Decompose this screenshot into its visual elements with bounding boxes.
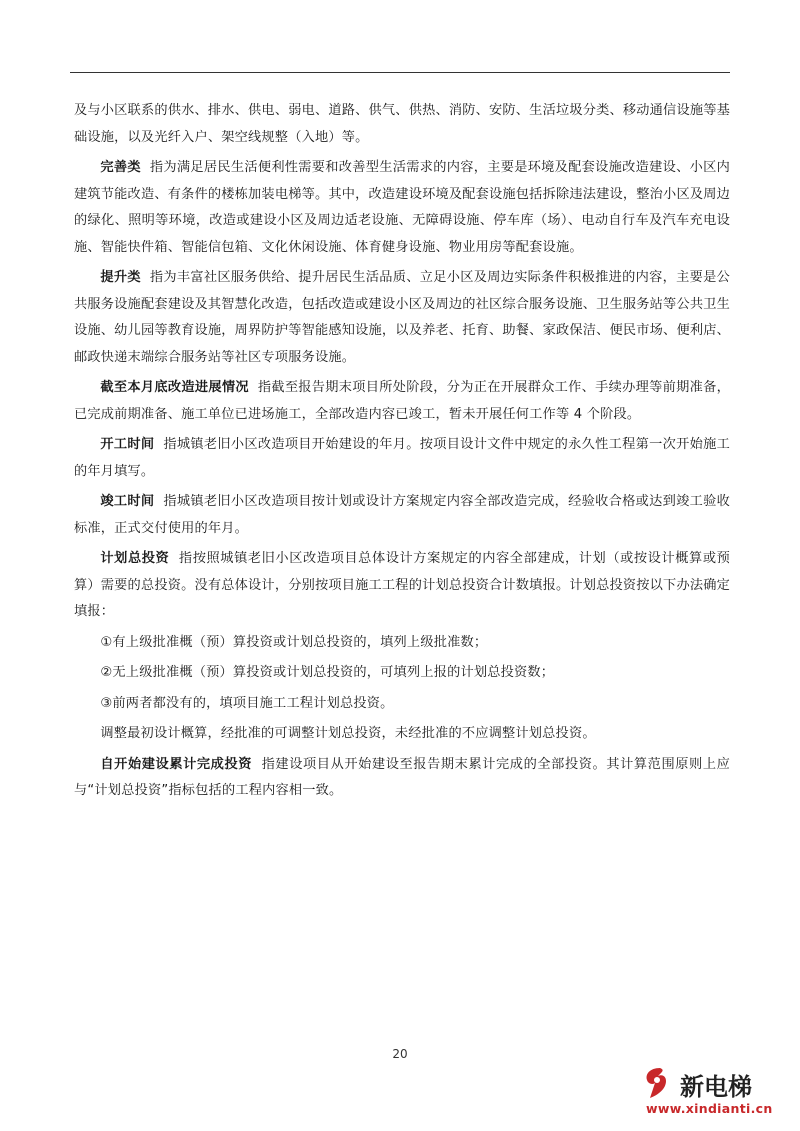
term-label: 开工时间 (100, 437, 155, 452)
paragraph-planned-investment (74, 546, 730, 626)
paragraph-text: 指为满足居民生活便利性需要和改善型生活需求的内容，主要是环境及配套设施改造建设、小区内建筑节能改造、有条件的楼栋加装电梯等。其中，改造建设环境及配套设施包括拆除违法建设，整治小区及周边的绿化、照明等环境，改造或建设小区及周边适老设施、无障碍设施、停车库（场）、电动自行车及汽车充电设施、智能快件箱、智能信包箱、文化休闲设施、体育健身设施、物业用房等配套设施。 (74, 160, 730, 255)
paragraph-text: 指建设项目从开始建设至报告期末累计完成的全部投资。其计算范围原则上应与“计划总投资”指标包括的工程内容相一致。 (74, 756, 730, 798)
paragraph-text: 及与小区联系的供水、排水、供电、弱电、道路、供气、供热、消防、安防、生活垃圾分类、移动通信设施等基础设施，以及光纤入户、架空线规整（入地）等。 (74, 103, 730, 145)
paragraph-progress (74, 375, 730, 428)
term-label: 提升类 (100, 270, 141, 285)
brand-logo-icon (638, 1065, 674, 1101)
page-number: 20 (392, 1047, 408, 1061)
paragraph-cumulative-investment (74, 752, 730, 805)
paragraph-text: 指城镇老旧小区改造项目开始建设的年月。按项目设计文件中规定的永久性工程第一次开始施工的年月填写。 (74, 437, 730, 479)
term-label: 截至本月底改造进展情况 (100, 380, 249, 395)
paragraph-start-time (74, 432, 730, 485)
list-item: ①有上级批准概（预）算投资或计划总投资的，填列上级批准数； (100, 634, 488, 650)
term-label: 计划总投资 (100, 551, 170, 566)
watermark-url: www.xindianti.cn (646, 1101, 773, 1116)
document-body (74, 98, 730, 809)
header-rule (70, 72, 730, 73)
watermark-name: 新电梯 (680, 1073, 752, 1101)
list-item: ③前两者都没有的，填项目施工工程计划总投资。 (100, 695, 394, 711)
list-item: ②无上级批准概（预）算投资或计划总投资的，可填列上报的计划总投资数； (100, 665, 555, 680)
term-label: 竣工时间 (100, 494, 155, 509)
list-item: 调整最初设计概算，经批准的可调整计划总投资，未经批准的不应调整计划总投资。 (100, 726, 596, 741)
paragraph-continuation (74, 98, 730, 151)
paragraph-text: 指城镇老旧小区改造项目按计划或设计方案规定内容全部改造完成，经验收合格或达到竣工验收标准，正式交付使用的年月。 (74, 494, 730, 536)
paragraph-wanshan (74, 155, 730, 261)
watermark (638, 1061, 788, 1123)
paragraph-finish-time (74, 489, 730, 542)
paragraph-text: 指按照城镇老旧小区改造项目总体设计方案规定的内容全部建成，计划（或按设计概算或预算）需要的总投资。没有总体设计，分别按项目施工工程的计划总投资合计数填报。计划总投资按以下办法确定填报： (74, 551, 730, 619)
term-label: 完善类 (100, 160, 141, 175)
paragraph-text: 指为丰富社区服务供给、提升居民生活品质、立足小区及周边实际条件积极推进的内容，主要是公共服务设施配套建设及其智慧化改造，包括改造或建设小区及周边的社区综合服务设施、卫生服务站等公共卫生设施、幼儿园等教育设施，周界防护等智能感知设施，以及养老、托育、助餐、家政保洁、便民市场、便利店、邮政快递末端综合服务站等社区专项服务设施。 (74, 270, 730, 365)
paragraph-tisheng (74, 265, 730, 371)
paragraph-text: 指截至报告期末项目所处阶段，分为正在开展群众工作、手续办理等前期准备，已完成前期准备、施工单位已进场施工，全部改造内容已竣工，暂未开展任何工作等 4 个阶段。 (74, 380, 730, 422)
term-label: 自开始建设累计完成投资 (100, 756, 253, 772)
